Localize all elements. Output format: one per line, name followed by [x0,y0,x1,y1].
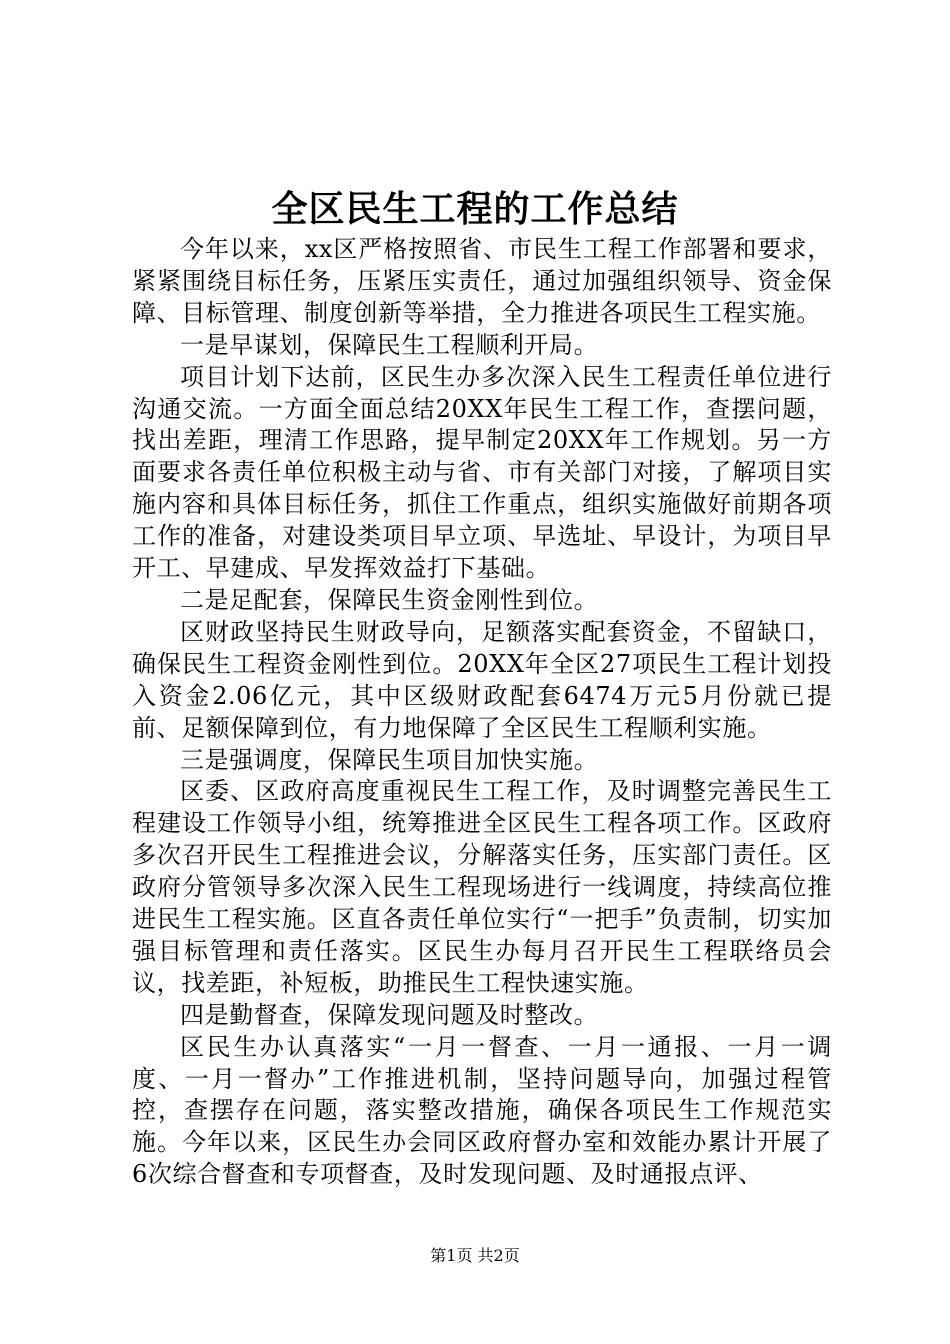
paragraph-intro: 今年以来，xx区严格按照省、市民生工程工作部署和要求，紧紧围绕目标任务，压紧压实责任，通过加强组织领导、资金保障、目标管理、制度创新等举措，全力推进各项民生工程实施。 [132,235,832,327]
paragraph-section-4: 区民生办认真落实“一月一督查、一月一通报、一月一调度、一月一督办”工作推进机制，坚持问题导向，加强过程管控，查摆存在问题，落实整改措施，确保各项民生工作规范实施。今年以来，区民生办会同区政府督办室和效能办累计开展了6次综合督查和专项督查，及时发现问题、及时通报点评、 [132,1032,832,1189]
section-heading-4: 四是勤督查，保障发现问题及时整改。 [180,1000,599,1029]
paragraph-section-1: 项目计划下达前，区民生办多次深入民生工程责任单位进行沟通交流。一方面全面总结20XX年民生工程工作，查摆问题，找出差距，理清工作思路，提早制定20XX年工作规划。另一方面要求各责任单位积极主动与省、市有关部门对接，了解项目实施内容和具体目标任务，抓住工作重点，组织实施做好前期各项工作的准备，对建设类项目早立项、早选址、早设计，为项目早开工、早建成、早发挥效益打下基础。 [132,362,832,583]
document-body [132,234,832,1191]
section-heading-2: 二是足配套，保障民生资金刚性到位。 [180,585,599,614]
page-number-footer: 第1页 共2页 [430,1246,520,1265]
paragraph-section-2: 区财政坚持民生财政导向，足额落实配套资金，不留缺口，确保民生工程资金刚性到位。20XX年全区27项民生工程计划投入资金2.06亿元，其中区级财政配套6474万元5月份就已提前、足额保障到位，有力地保障了全区民生工程顺利实施。 [132,617,832,742]
paragraph-section-3: 区委、区政府高度重视民生工程工作，及时调整完善民生工程建设工作领导小组，统筹推进全区民生工程各项工作。区政府多次召开民生工程推进会议，分解落实任务，压实部门责任。区政府分管领导多次深入民生工程现场进行一线调度，持续高位推进民生工程实施。区直各责任单位实行“一把手”负责制，切实加强目标管理和责任落实。区民生办每月召开民生工程联络员会议，找差距，补短板，助推民生工程快速实施。 [132,777,832,997]
section-heading-3: 三是强调度，保障民生项目加快实施。 [180,745,599,774]
section-heading-1: 一是早谋划，保障民生工程顺利开局。 [180,330,599,359]
document-title: 全区民生工程的工作总结 [271,188,679,230]
